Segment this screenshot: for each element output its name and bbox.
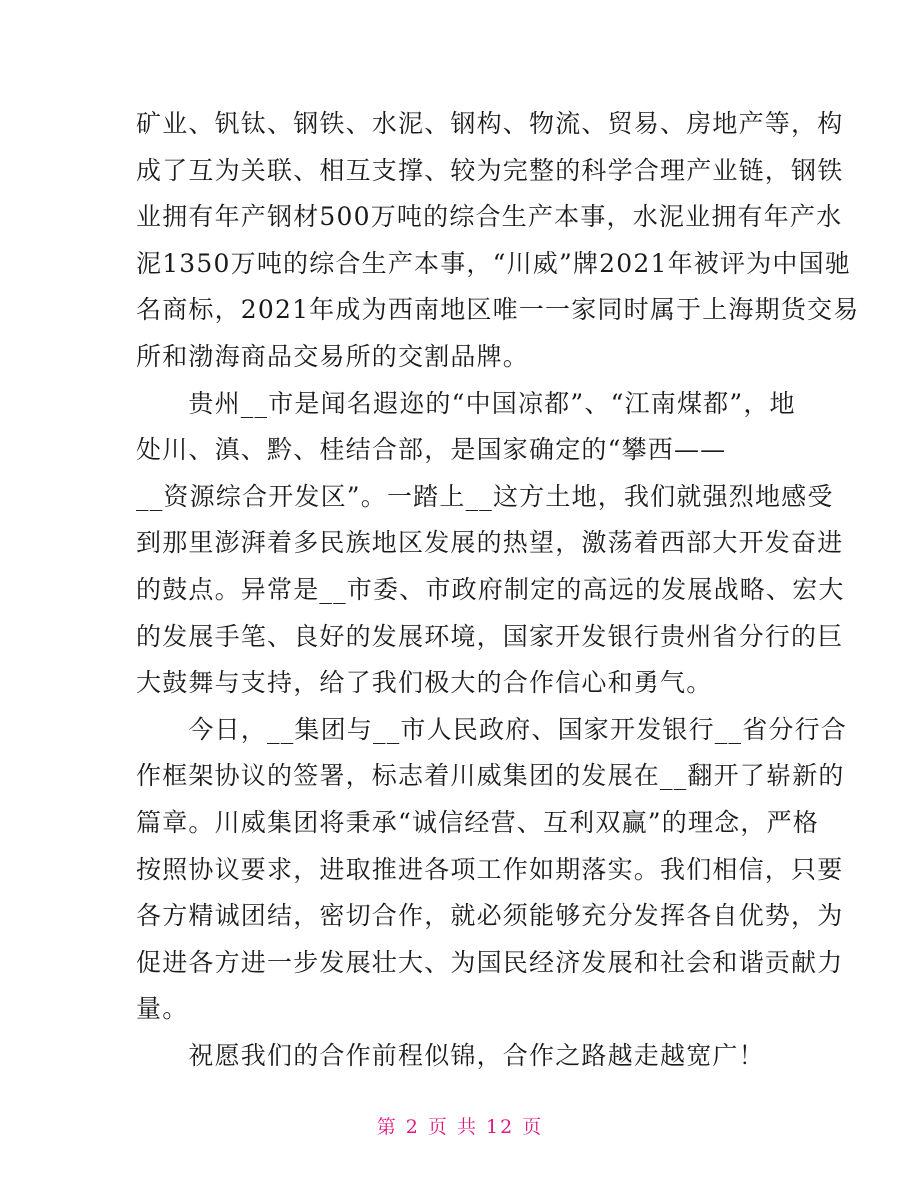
text-line: 名商标，2021年成为西南地区唯一一家同时属于上海期货交易 [136, 295, 860, 325]
text-line: 祝愿我们的合作前程似锦，合作之路越走越宽广！ [136, 1040, 765, 1070]
text-line: 按照协议要求，进取推进各项工作如期落实。我们相信，只要 [136, 854, 844, 884]
text-line: 处川、滇、黔、桂结合部，是国家确定的“攀西—— [136, 435, 727, 465]
body-text [136, 101, 860, 1079]
text-line: 促进各方进一步发展壮大、为国民经济发展和社会和谐贡献力 [136, 947, 844, 977]
text-line: 篇章。川威集团将秉承“诚信经营、互利双赢”的理念，严格 [136, 807, 819, 837]
page-number-footer: 第 2 页 共 12 页 [376, 1116, 544, 1138]
text-line: 贵州__市是闻名遐迩的“中国凉都”、“江南煤都”，地 [136, 388, 796, 418]
text-line: 今日，__集团与__市人民政府、国家开发银行__省分行合 [136, 714, 848, 744]
text-line: 大鼓舞与支持，给了我们极大的合作信心和勇气。 [136, 668, 713, 698]
text-line: 作框架协议的签署，标志着川威集团的发展在__翻开了崭新的 [136, 761, 845, 791]
text-line: 成了互为关联、相互支撑、较为完整的科学合理产业链，钢铁 [136, 155, 844, 185]
text-line: 矿业、钒钛、钢铁、水泥、钢构、物流、贸易、房地产等，构 [136, 109, 844, 138]
text-line: 的鼓点。异常是__市委、市政府制定的高远的发展战略、宏大 [136, 574, 845, 604]
text-line: 到那里澎湃着多民族地区发展的热望，激荡着西部大开发奋进 [136, 528, 844, 558]
text-line: 各方精诚团结，密切合作，就必须能够充分发挥各自优势，为 [136, 901, 844, 931]
text-line: 量。 [136, 994, 189, 1024]
text-line: 业拥有年产钢材500万吨的综合生产本事，水泥业拥有年产水 [136, 202, 843, 232]
text-line: __资源综合开发区”。一踏上__这方土地，我们就强烈地感受 [136, 481, 834, 511]
text-line: 的发展手笔、良好的发展环境，国家开发银行贵州省分行的巨 [136, 621, 844, 651]
text-line: 泥1350万吨的综合生产本事，“川威”牌2021年被评为中国驰 [136, 248, 852, 278]
text-line: 所和渤海商品交易所的交割品牌。 [136, 341, 530, 371]
